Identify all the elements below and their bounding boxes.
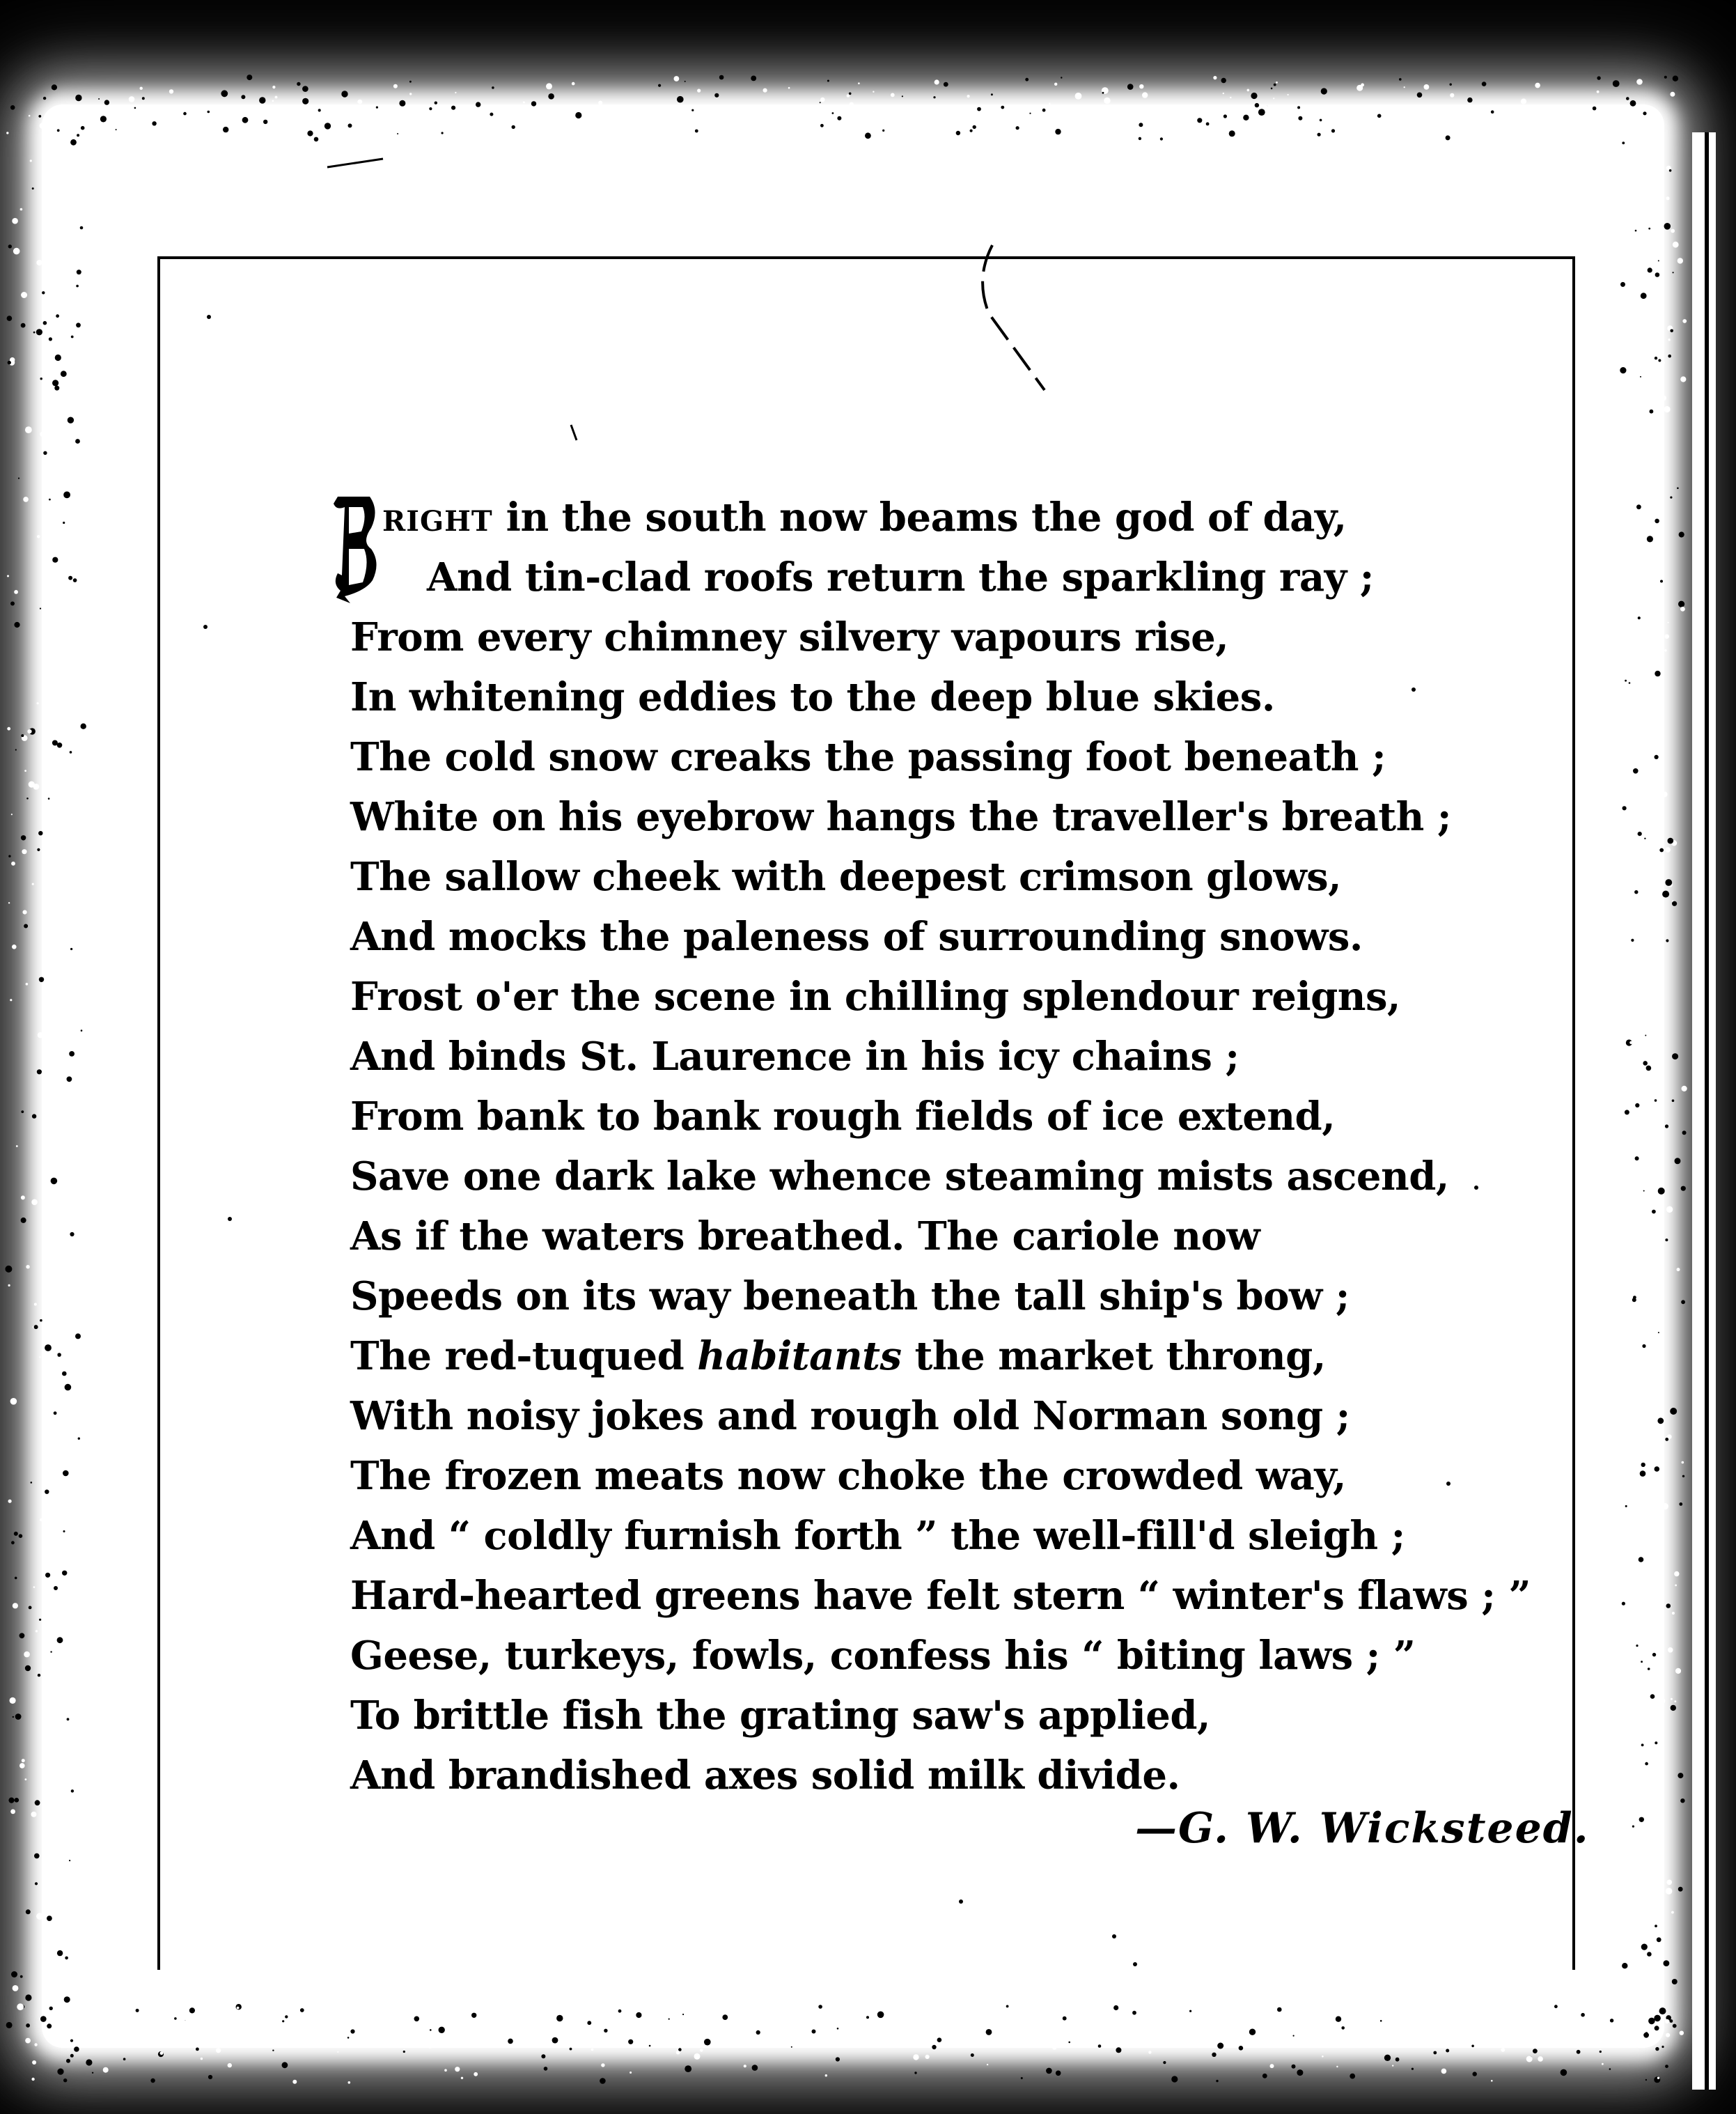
line-15-italic-word: habitants bbox=[697, 1333, 902, 1379]
poem-line-11: From bank to bank rough fields of ice extend, bbox=[350, 1094, 1336, 1140]
poem-line-14: Speeds on its way beneath the tall ship's bow ; bbox=[350, 1273, 1350, 1319]
line-15-part-b: the market throng, bbox=[901, 1333, 1326, 1379]
poem-line-21: To brittle fish the grating saw's applied, bbox=[350, 1693, 1211, 1739]
poem-line-19: Hard-hearted greens have felt stern “ winter's flaws ; ” bbox=[350, 1573, 1531, 1619]
poem-line-6: White on his eyebrow hangs the traveller's breath ; bbox=[350, 794, 1452, 840]
poem-line-22: And brandished axes solid milk divide. bbox=[350, 1752, 1180, 1798]
line-15-part-a: The red-tuqued bbox=[350, 1333, 698, 1379]
poem-line-13: As if the waters breathed. The cariole now bbox=[350, 1213, 1260, 1259]
poem-line-9: Frost o'er the scene in chilling splendour reigns, bbox=[350, 974, 1401, 1020]
poem-line-2: And tin-clad roofs return the sparkling ray ; bbox=[427, 554, 1374, 600]
poem-line-16: With noisy jokes and rough old Norman song ; bbox=[350, 1393, 1350, 1439]
poem-line-4: In whitening eddies to the deep blue skies. bbox=[350, 674, 1275, 720]
poem-line-3: From every chimney silvery vapours rise, bbox=[350, 614, 1229, 660]
poem-line-8: And mocks the paleness of surrounding snows. bbox=[350, 914, 1363, 960]
line-1-text: in the south now beams the god of day, bbox=[492, 495, 1347, 541]
poem-line-7: The sallow cheek with deepest crimson glows, bbox=[350, 854, 1342, 900]
poem-line-12: Save one dark lake whence steaming mists ascend, bbox=[350, 1153, 1449, 1199]
poem-line-10: And binds St. Laurence in his icy chains ; bbox=[350, 1034, 1240, 1080]
line-1-smallcaps: RIGHT bbox=[382, 505, 493, 538]
author-signature: —G. W. Wicksteed. bbox=[1135, 1804, 1590, 1853]
poem-line-20: Geese, turkeys, fowls, confess his “ biting laws ; ” bbox=[350, 1633, 1416, 1679]
poem-line-17: The frozen meats now choke the crowded way, bbox=[350, 1453, 1346, 1499]
poem-line-18: And “ coldly furnish forth ” the well-fill'd sleigh ; bbox=[350, 1513, 1405, 1559]
poem-line-5: The cold snow creaks the passing foot beneath ; bbox=[350, 734, 1386, 780]
